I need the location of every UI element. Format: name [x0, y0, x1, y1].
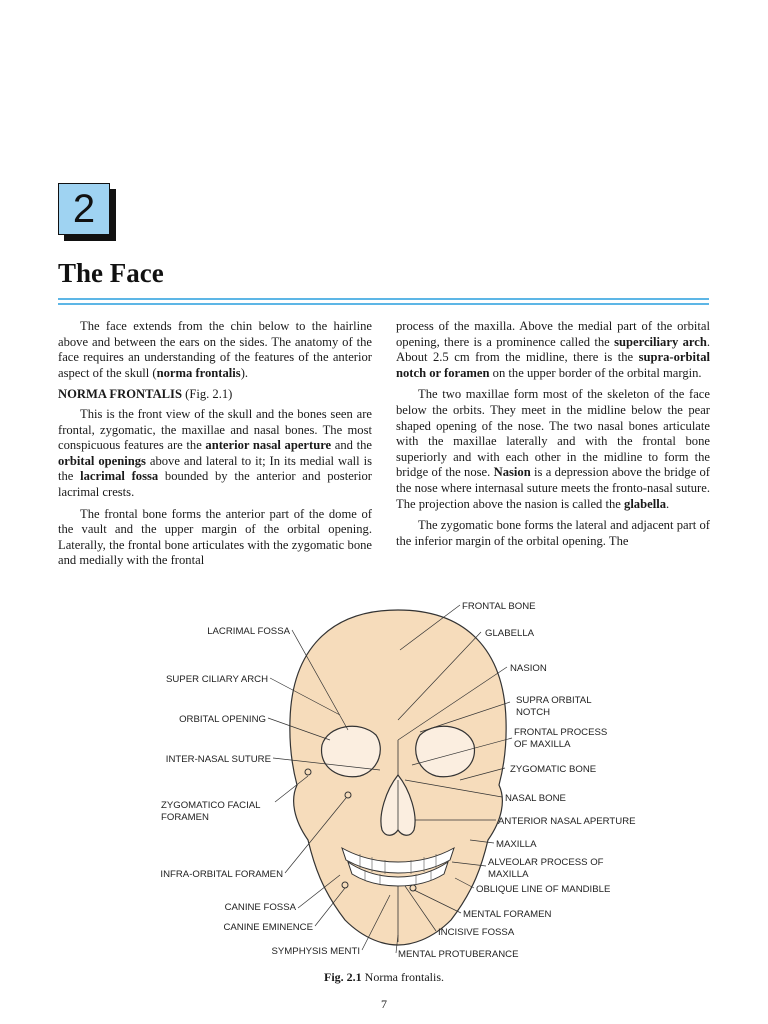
label-incisive-fossa: INCISIVE FOSSA [438, 927, 515, 938]
label-mental-protuberance: MENTAL PROTUBERANCE [398, 949, 519, 960]
figure-reference: (Fig. 2.1) [185, 387, 233, 402]
title-rule-bottom [58, 303, 709, 305]
left-column [58, 319, 372, 575]
label-zygomatico-facial: ZYGOMATICO FACIAL [161, 800, 261, 811]
label-glabella: GLABELLA [485, 628, 535, 639]
left-paragraph-3: The frontal bone forms the anterior part of the dome of the vault and the upper margin of the orbital opening. Laterally, the frontal bone articulates with the zygomatic bone and medially with the frontal [58, 506, 372, 568]
label-frontal-bone: FRONTAL BONE [462, 601, 536, 612]
skull-illustration [0, 590, 768, 970]
chapter-title: The Face [58, 258, 164, 288]
label-infra-orbital-foramen: INFRA-ORBITAL FORAMEN [160, 869, 283, 880]
label-mental-foramen: MENTAL FORAMEN [463, 909, 552, 920]
label-foramen: FORAMEN [161, 812, 209, 823]
label-frontal-process: FRONTAL PROCESS [514, 727, 608, 738]
label-alveolar-process: ALVEOLAR PROCESS OF [488, 857, 604, 868]
figure-caption: Fig. 2.1 Norma frontalis. [324, 970, 444, 984]
page-number: 7 [381, 997, 387, 1011]
right-paragraph-3: The zygomatic bone forms the lateral and adjacent part of the inferior margin of the orbital opening. The [396, 518, 710, 548]
figure-norma-frontalis [0, 590, 768, 970]
label-nasal-bone: NASAL BONE [505, 793, 566, 804]
label-of-maxilla: OF MAXILLA [514, 739, 571, 750]
label-lacrimal-fossa: LACRIMAL FOSSA [207, 626, 290, 637]
label-oblique-line: OBLIQUE LINE OF MANDIBLE [476, 884, 611, 895]
section-heading: NORMA FRONTALIS (Fig. 2.1) [58, 387, 233, 402]
right-column [396, 319, 710, 555]
label-canine-fossa: CANINE FOSSA [224, 902, 296, 913]
label-canine-eminence: CANINE EMINENCE [223, 922, 313, 933]
label-alveolar-maxilla: MAXILLA [488, 869, 529, 880]
label-anterior-nasal-aperture: ANTERIOR NASAL APERTURE [498, 816, 636, 827]
label-notch: NOTCH [516, 707, 551, 718]
title-rule-top [58, 298, 709, 300]
chapter-number: 2 [58, 183, 110, 235]
label-symphysis-menti: SYMPHYSIS MENTI [271, 946, 360, 957]
label-inter-nasal-suture: INTER-NASAL SUTURE [165, 754, 271, 765]
chapter-number-box [58, 183, 110, 235]
label-zygomatic-bone: ZYGOMATIC BONE [510, 764, 597, 775]
right-paragraph-1: process of the maxilla. Above the medial part of the orbital opening, there is a prominence called the superciliary arch. About 2.5 cm from the midline, there is the supra-orbital notch or foramen on the upper border of the orbital margin. [396, 319, 710, 380]
right-orbit [416, 726, 475, 776]
label-maxilla: MAXILLA [496, 839, 537, 850]
left-paragraph-2: This is the front view of the skull and the bones seen are frontal, zygomatic, the maxillae and nasal bones. The most conspicuous features are the anterior nasal aperture and the orbital openings above and lateral to it; In its medial wall is the lacrimal fossa bounded by the anterior and posterior lacrimal crests. [58, 406, 373, 499]
label-super-ciliary-arch: SUPER CILIARY ARCH [165, 674, 268, 685]
label-supra-orbital: SUPRA ORBITAL [516, 695, 592, 706]
right-paragraph-2: The two maxillae form most of the skeleton of the face below the orbits. They meet in the midline below the pear shaped opening of the nose. The two nasal bones articulate with the maxillae laterally and with the frontal bone superiorly and with each other in the midline to form the bridge of the nose. Nasion is a depression above the bridge of the nose where internasal suture meets the fronto-nasal suture. The projection above the nasion is called the glabella. [396, 387, 710, 511]
label-nasion: NASION [510, 663, 547, 674]
label-orbital-opening: ORBITAL OPENING [179, 714, 266, 725]
left-paragraph-1: The face extends from the chin below to the hairline above and between the ears on the sides. The anatomy of the face requires an understanding of the features of the anterior aspect of the skull (norma frontalis). [58, 319, 372, 380]
